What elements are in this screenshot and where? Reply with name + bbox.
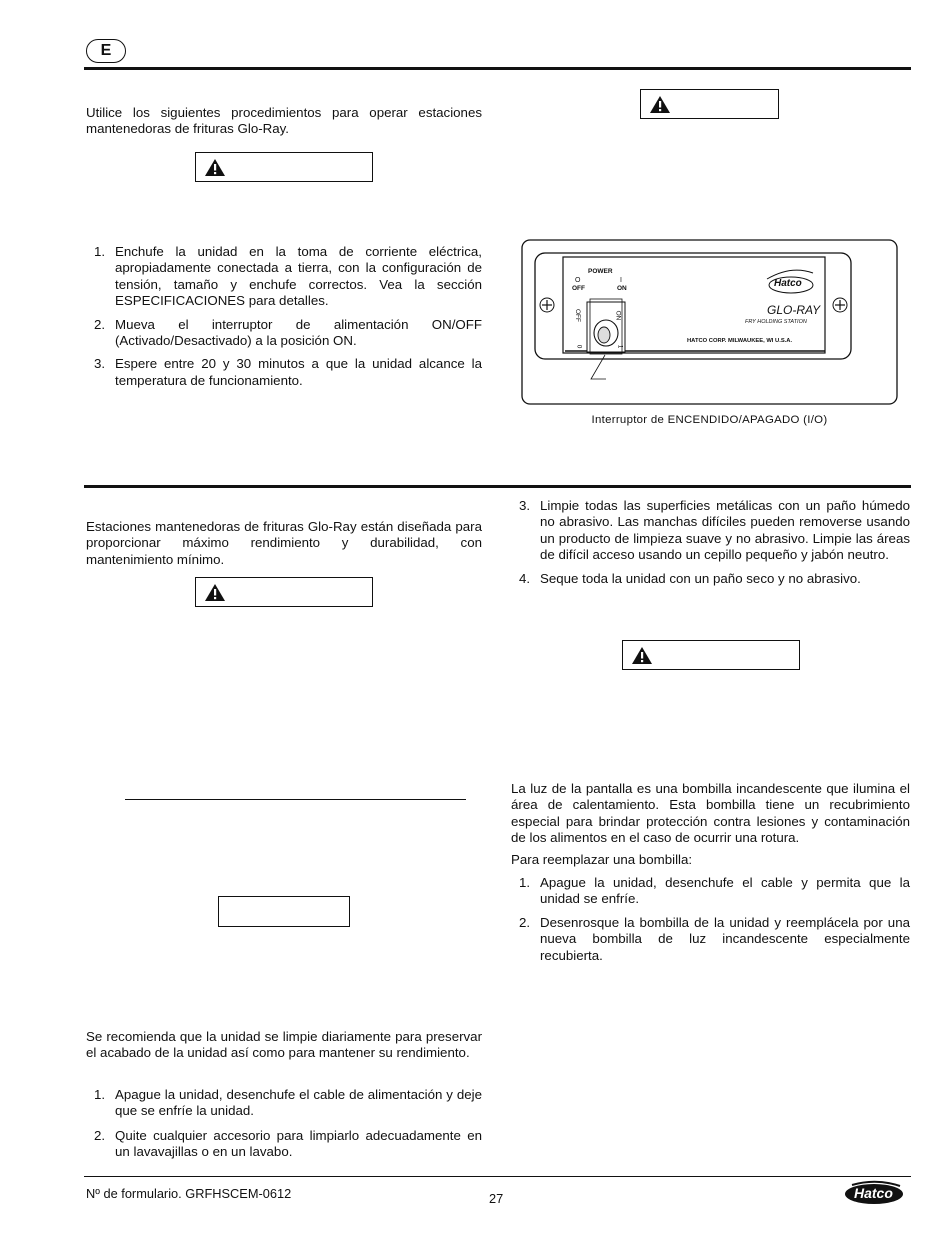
list-item: 1. Enchufe la unidad en la toma de corriente eléctrica, apropiadamente conectada a tierra, con la configuración de tensión, tamaño y enchufe correctos. Vea la sección ESPECIFICACIONES para detalles.	[94, 244, 482, 309]
cleaning-steps-right	[511, 498, 910, 594]
logo-text: Hatco	[854, 1185, 893, 1201]
list-item: 4. Seque toda la unidad con un paño seco y no abrasivo.	[519, 570, 861, 586]
list-item: 2. Quite cualquier accesorio para limpiarlo adecuadamente en un lavavajillas o en un lavabo.	[94, 1127, 482, 1160]
switch-off-label: OFF	[574, 309, 581, 322]
maintenance-intro: Estaciones mantenedoras de frituras Glo-Ray están diseñada para proporcionar máximo rendimiento y durabilidad, con mantenimiento mínimo.	[86, 519, 482, 567]
list-item: 2. Mueva el interruptor de alimentación ON/OFF (Activado/Desactivado) a la posición ON.	[94, 316, 482, 349]
product-subtitle: FRY HOLDING STATION	[745, 319, 807, 325]
list-item: 1. Apague la unidad, desenchufe el cable de alimentación y deje que se enfríe la unidad.	[94, 1087, 482, 1119]
switch-on-label: ON	[614, 310, 622, 321]
notice-box	[218, 896, 350, 927]
section-rule	[84, 485, 911, 488]
list-item: 1. Apague la unidad, desenchufe el cable y permita que la unidad se enfríe.	[519, 875, 910, 907]
off-label: OFF	[572, 285, 585, 292]
figure-caption: Interruptor de ENCENDIDO/APAGADO (I/O)	[591, 414, 828, 426]
operation-intro: Utilice los siguientes procedimientos para operar estaciones mantenedoras de frituras Glo-Ray.	[86, 105, 482, 137]
power-switch-figure	[521, 239, 898, 405]
footer-rule	[84, 1176, 911, 1177]
product-name: GLO-RAY	[767, 303, 821, 317]
warning-box	[622, 640, 800, 670]
hatco-logo	[844, 1180, 906, 1206]
on-label: ON	[617, 285, 627, 292]
switch-zero-label: 0	[575, 344, 583, 349]
list-item: 3. Limpie todas las superficies metálicas con un paño húmedo no abrasivo. Las manchas difíciles pueden removerse usando un producto de limpieza suave y no abrasivo. Limpie las áreas de difícil acceso usando un cepillo pequeño y jabón neutro.	[519, 498, 910, 563]
brand-logo-small: Hatco	[774, 278, 802, 289]
operation-steps	[86, 244, 482, 396]
cleaning-intro: Se recomienda que la unidad se limpie diariamente para preservar el acabado de la unidad así como para mantener su rendimiento.	[86, 1029, 482, 1061]
control-panel-illustration	[521, 239, 898, 405]
page-number: 27	[489, 1191, 504, 1206]
bulb-intro: La luz de la pantalla es una bombilla incandescente que ilumina el área de calentamiento. Esta bombilla tiene un recubrimiento especial para brindar protección contra lesiones y contaminación de los alimentos en el caso de ocurrir una rotura.	[511, 781, 910, 846]
header-rule	[84, 67, 911, 70]
manufacturer-line: HATCO CORP. MILWAUKEE, WI U.S.A.	[687, 338, 793, 344]
warning-triangle-icon	[204, 158, 226, 177]
warning-box	[195, 577, 373, 607]
form-number: Nº de formulario. GRFHSCEM-0612	[86, 1186, 292, 1201]
warning-box	[640, 89, 779, 119]
language-badge: E	[86, 39, 126, 63]
bulb-steps	[511, 875, 910, 971]
warning-triangle-icon	[204, 583, 226, 602]
warning-box	[195, 152, 373, 182]
off-symbol: O	[575, 277, 581, 284]
switch-one-label: 1	[616, 344, 624, 349]
power-label: POWER	[588, 268, 613, 275]
cleaning-steps-left	[86, 1087, 482, 1168]
warning-triangle-icon	[631, 646, 653, 665]
on-symbol: I	[620, 277, 622, 284]
warning-triangle-icon	[649, 95, 671, 114]
list-item: 2. Desenrosque la bombilla de la unidad y reemplácela por una nueva bombilla de luz incandescente especialmente recubierta.	[519, 914, 910, 963]
list-item: 3. Espere entre 20 y 30 minutos a que la unidad alcance la temperatura de funcionamiento.	[94, 356, 482, 388]
divider-line	[125, 799, 466, 800]
bulb-lead: Para reemplazar una bombilla:	[511, 852, 693, 867]
